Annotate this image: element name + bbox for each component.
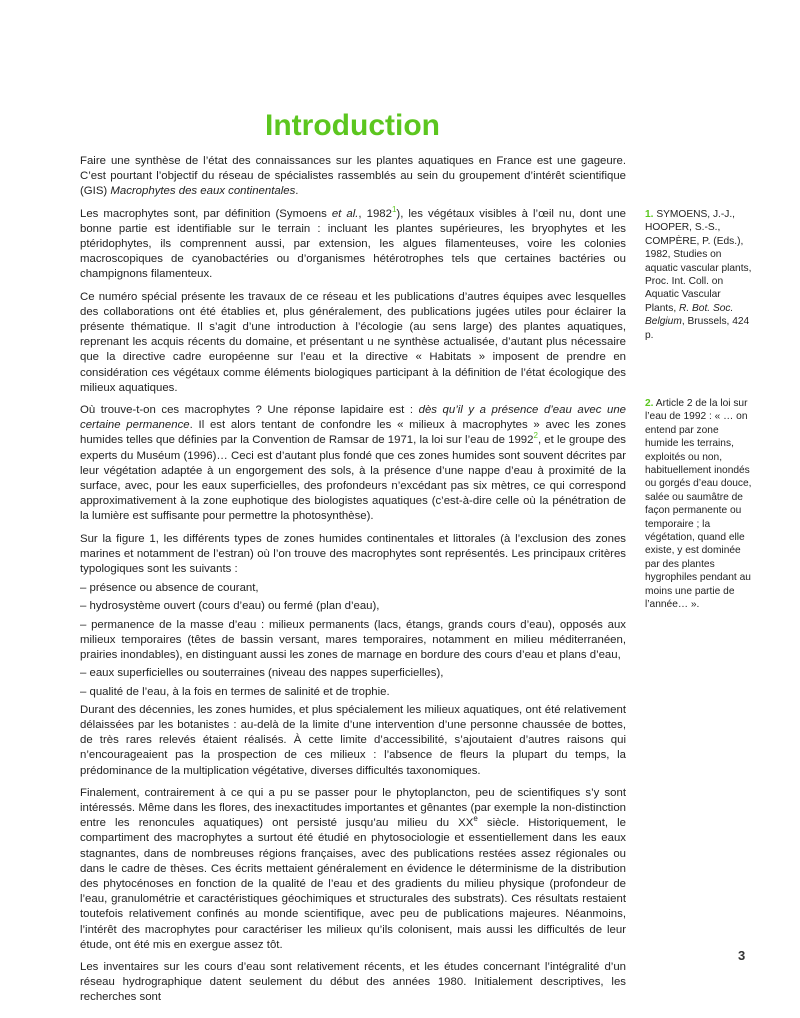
paragraph-figure: Sur la figure 1, les différents types de zones humides continentales et littorales (à l’exclusion des zones marines et notamment de l’estran) où l’on trouve des macrophytes sont représentés. Les principaux critères typologiques sont les suivants : xyxy=(80,532,626,576)
paragraph-finally: Finalement, contrairement à ce qui a pu se passer pour le phytoplancton, peu de scientifiques s’y sont intéressés. Même dans les flores, des inexactitudes importantes et gênantes (par exemple la non-distinction entre les renoncules aquatiques) ont persisté jusqu’au milieu du XXe siècle. Historiquement, le compartiment des macrophytes a surtout été étudié en phytosociologie et essentiellement dans les eaux stagnantes, dans de nombreuses régions françaises, avec des publications restées assez régionales ou dans le cadre de thèses. Ces écrits mettaient généralement en évidence le déterminisme de la distribution des phytocénoses en fonction de la qualité de l’eau et des gradients du milieu physique (profondeur de l’eau, granulométrie et caractéristiques géochimiques et structurales des substrats). Ces résultats restaient toutefois relativement confinés au monde scientifique, avec peu de publications majeures. Néanmoins, l’intérêt des macrophytes pour caractériser les milieux qu’ils colonisent, mais aussi les difficultés de leur étude, ont été mis en exergue assez tôt. xyxy=(80,786,626,951)
paragraph-decades: Durant des décennies, les zones humides, et plus spécialement les milieux aquatiques, ont été relativement délaissées par les botanistes : au-delà de la limite d’une intervention d’une personne chaussée de bottes, de très rares relevés étaient réalisés. À cette limite d’accessibilité, s’ajoutaient d’autres raisons qui n’encourageaient pas la prospection de ces milieux : l’absence de fleurs la plupart du temps, la prédominance de la multiplication végétative, diverses difficultés taxonomiques. xyxy=(80,703,626,777)
page-title: Introduction xyxy=(265,109,440,142)
list-item: – eaux superficielles ou souterraines (niveau des nappes superficielles), xyxy=(80,667,444,680)
paragraph-special-issue: Ce numéro spécial présente les travaux de ce réseau et les publications d’autres équipes avec lesquelles des collaborations ont été établies et, plus généralement, des publications jugées utiles pour éclairer la présente thématique. Il s’agit d’une introduction à l’écologie (au sens large) des plantes aquatiques, reprenant les acquis récents du domaine, et présentant u ne synthèse actualisée, d’autant plus nécessaire que la directive cadre européenne sur l’eau et la directive « Habitats » imposent de prendre en considération ces végétaux comme éléments biologiques participant à la définition de l’état écologique des milieux aquatiques. xyxy=(80,290,626,394)
sidenote-2: 2. Article 2 de la loi sur l’eau de 1992 : « … on entend par zone humide les terrains, exploités ou non, habituellement inondés ou gorgés d’eau douce, salée ou saumâtre de façon permanente ou temporaire ; la végétation, quand elle existe, y est dominée par des plantes hygrophiles pendant au moins une partie de l’année… ». xyxy=(645,398,752,611)
paragraph-inventories: Les inventaires sur les cours d’eau sont relativement récents, et les études concernant l’intégralité d’un réseau hydrographique datent seulement du début des années 1980. Initialement descriptives, les recherches sont xyxy=(80,960,626,1004)
footnote-ref-1[interactable]: 1 xyxy=(391,204,397,214)
sidenote-number: 2. xyxy=(645,398,654,409)
paragraph-definition: Les macrophytes sont, par définition (Symoens et al., 1982$^1$), les végétaux visibles à l’œil nu, dont une bonne partie est identifiable sur le terrain : incluant les plantes supérieures, les bryophytes et les ptéridophytes, ils comprennent aussi, par extension, les algues filamenteuses, voire les colonies macroscopiques de cyanobactéries ou d’organismes hétérotrophes tels que certaines bactéries ou champignons filamenteux. xyxy=(80,204,627,281)
page-number: 3 xyxy=(738,948,746,963)
list-item: – qualité de l’eau, à la fois en termes de salinité et de trophie. xyxy=(80,685,390,698)
sidenote-number: 1. xyxy=(645,209,654,220)
gis-name: Macrophytes des eaux continentales xyxy=(110,185,296,198)
paragraph-intro: Faire une synthèse de l’état des connaissances sur les plantes aquatiques en France est une gageure. C’est pourtant l’objectif du réseau de spécialistes rassemblés au sein du groupement d’intérêt scientifique (GIS) Macrophytes des eaux continentales. xyxy=(80,155,626,198)
list-item: – hydrosystème ouvert (cours d’eau) ou fermé (plan d’eau), xyxy=(80,600,380,613)
list-item: – permanence de la masse d’eau : milieux permanents (lacs, étangs, grands cours d’eau), opposés aux milieux temporaires (têtes de bassin versant, mares temporaires, notamment en milieu méditerranéen, prairies inondables), en distinguant aussi les zones de marnage en bordure des cours d’eau et plans d’eau, xyxy=(80,618,626,662)
main-text xyxy=(80,154,626,1013)
list-item: – présence ou absence de courant, xyxy=(80,582,259,595)
sidenote-1: 1. SYMOENS, J.-J., HOOPER, S.-S., COMPÈRE, P. (Eds.), 1982, Studies on aquatic vascular plants, Proc. Int. Coll. on Aquatic Vascular Plants, R. Bot. Soc. Belgium, Brussels, 424 p. xyxy=(645,209,752,341)
footnote-ref-2[interactable]: 2 xyxy=(533,431,538,441)
paragraph-where: Où trouve-t-on ces macrophytes ? Une réponse lapidaire est : dès qu’il y a présence d’eau avec une certaine permanence. Il est alors tentant de confondre les « milieux à macrophytes » avec les zones humides telles que définies par la Convention de Ramsar de 1971, la loi sur l’eau de 1992$^2$, et le groupe des experts du Muséum (1996)… Ceci est d’autant plus fondé que ces zones humides sont souvent décrites par leur végétation adaptée à un engorgement des sols, à la présence d’une nappe d’eau à proximité de la surface, avec, pour les eaux superficielles, des profondeurs n’excédant pas six mètres, ce qui correspond approximativement à la zone euphotique des biologistes aquatiques (c’est-à-dire celle où la pénétration de la lumière est suffisante pour permettre la photosynthèse). xyxy=(80,404,626,523)
